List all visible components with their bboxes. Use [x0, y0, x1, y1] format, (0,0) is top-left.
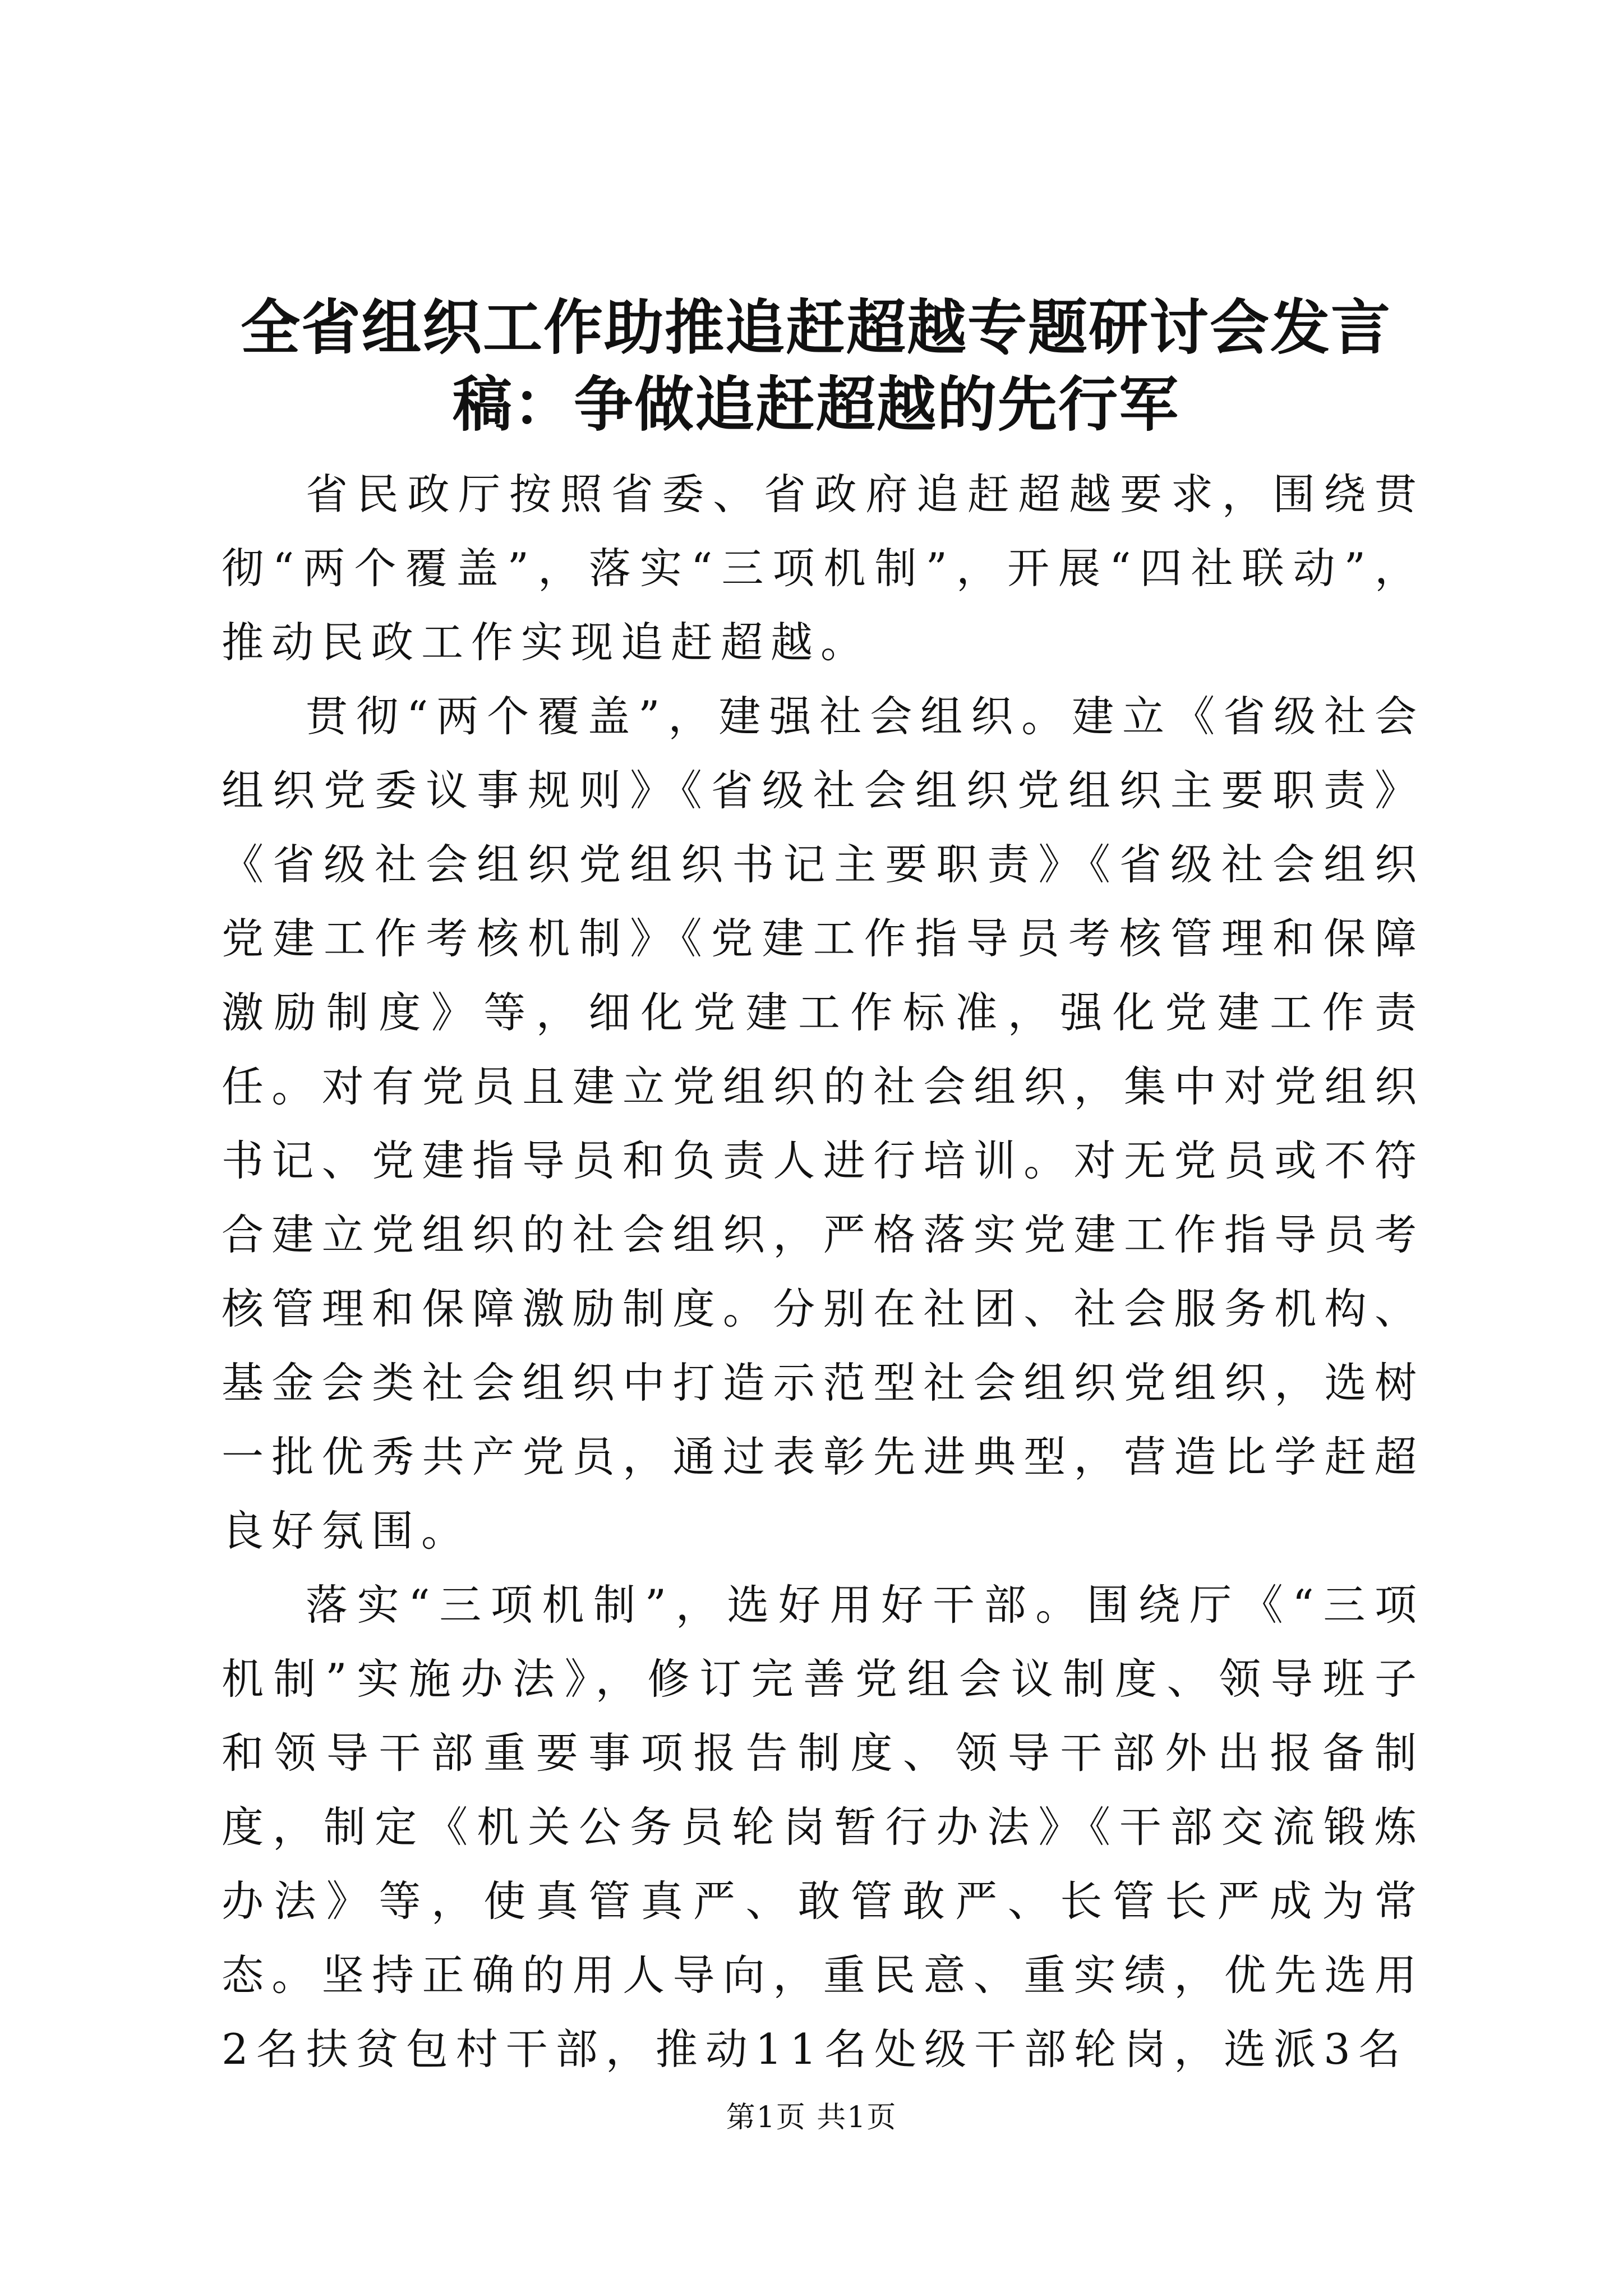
document-title: [222, 289, 1410, 443]
title-line-2: 稿：争做追赶超越的先行军: [453, 369, 1179, 439]
paragraph-intro: 省民政厅按照省委、省政府追赶超越要求，围绕贯彻“两个覆盖”，落实“三项机制”，开展“四社联动”，推动民政工作实现追赶超越。: [222, 470, 1424, 667]
document-body: [222, 457, 1424, 2086]
title-line-1: 全省组织工作助推追赶超越专题研讨会发言: [241, 292, 1391, 362]
paragraph-three-mechanisms: 落实“三项机制”，选好用好干部。围绕厅《“三项机制”实施办法》，修订完善党组会议制度、领导班子和领导干部重要事项报告制度、领导干部外出报备制度，制定《机关公务员轮岗暂行办法》《干部交流锻炼办法》等，使真管真严、敢管敢严、长管长严成为常态。坚持正确的用人导向，重民意、重实绩，优先选用2名扶贫包村干部，推动11名处级干部轮岗，选派3名: [222, 1580, 1424, 2074]
paragraph-two-coverages: 贯彻“两个覆盖”，建强社会组织。建立《省级社会组织党委议事规则》《省级社会组织党组织主要职责》《省级社会组织党组织书记主要职责》《省级社会组织党建工作考核机制》《党建工作指导员考核管理和保障激励制度》等，细化党建工作标准，强化党建工作责任。对有党员且建立党组织的社会组织，集中对党组织书记、党建指导员和负责人进行培训。对无党员或不符合建立党组织的社会组织，严格落实党建工作指导员考核管理和保障激励制度。分别在社团、社会服务机构、基金会类社会组织中打造示范型社会组织党组织，选树一批优秀共产党员，通过表彰先进典型，营造比学赶超良好氛围。: [222, 692, 1424, 1556]
page-footer: 第1页 共1页: [726, 2101, 897, 2134]
